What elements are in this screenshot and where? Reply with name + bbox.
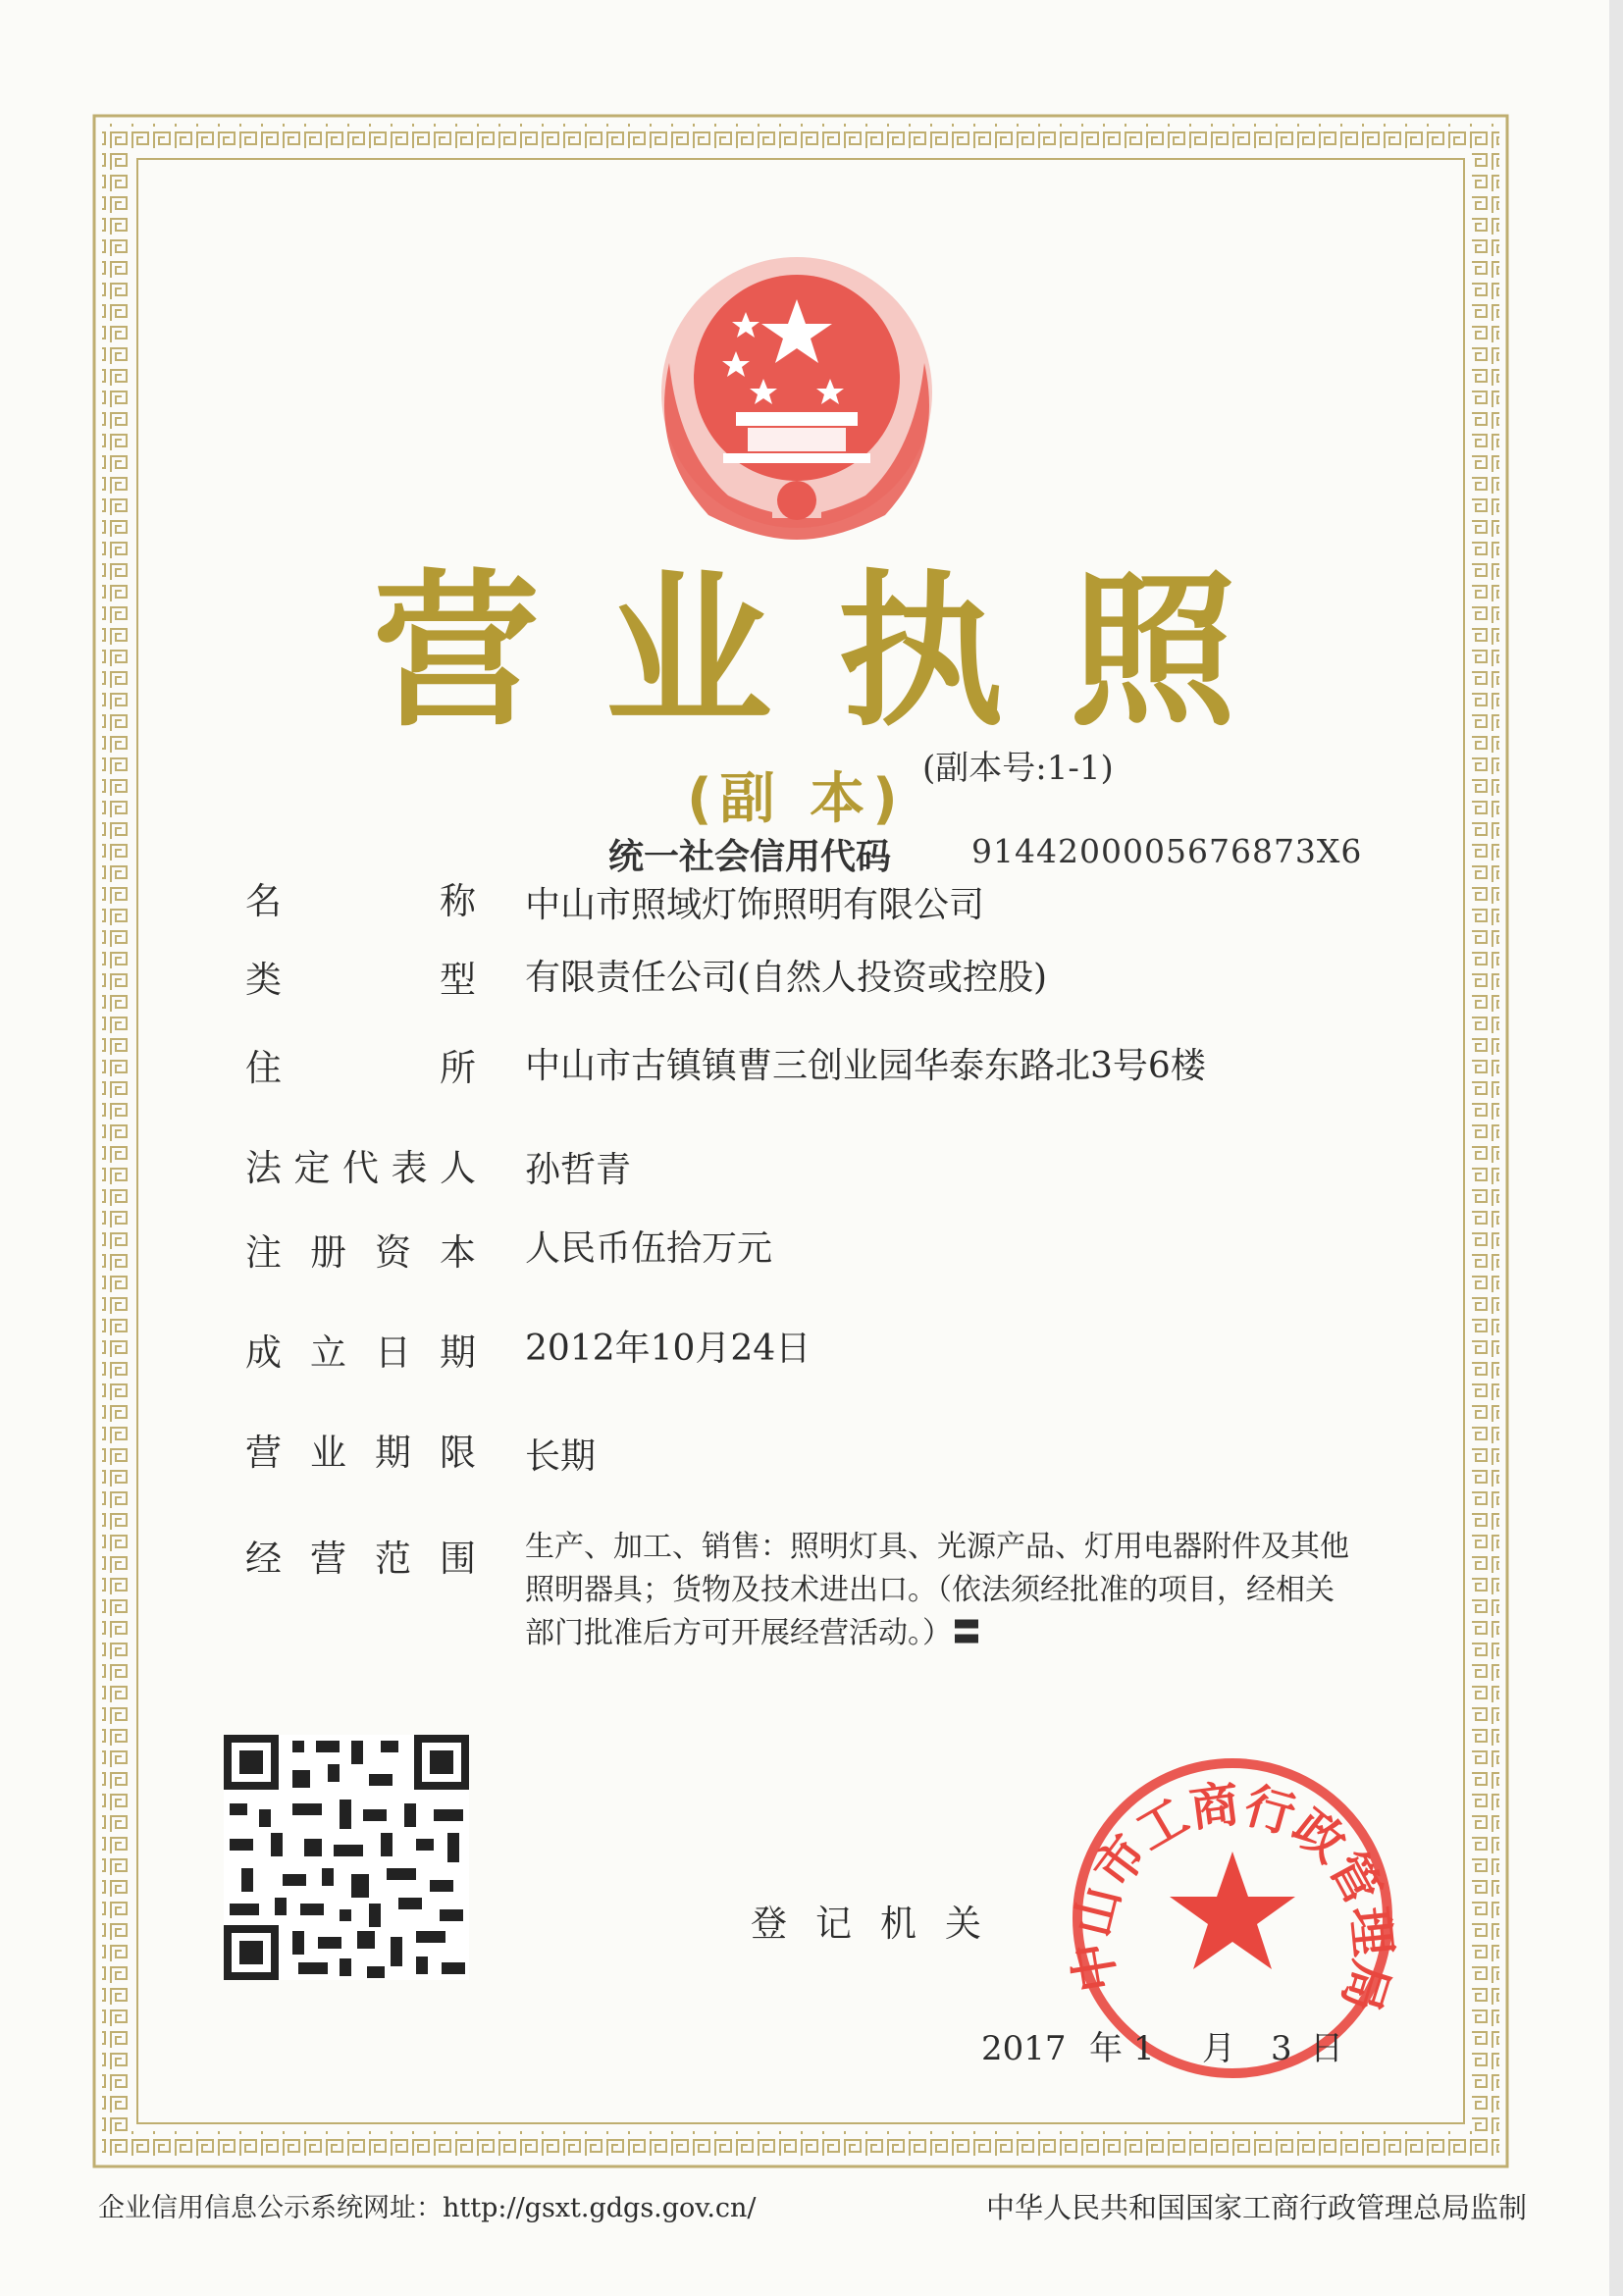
field-label-legal-rep [245,1138,476,1191]
date-day: 3 [1271,2029,1292,2068]
label-char: 代 [342,1147,379,1189]
title-char: 照 [1069,555,1236,750]
copy-number: (副本号:1-1) [922,749,1114,788]
registration-date [981,2021,1343,2069]
label-char: 注 [245,1231,282,1274]
label-char: 名 [245,880,282,922]
field-label-founded [245,1323,476,1376]
field-label-term [245,1423,476,1476]
national-emblem-icon [661,257,932,540]
label-char: 定 [293,1147,331,1189]
date-month-char: 月 [1202,2029,1235,2068]
label-char: 资 [375,1231,411,1274]
footer-website: 企业信用信息公示系统网址：http://gsxt.gdgs.gov.cn/ [98,2193,757,2223]
field-label-address [245,1038,476,1091]
label-char: 关 [945,1903,981,1945]
registration-authority-label [751,1894,981,1947]
label-char: 限 [440,1432,476,1474]
label-char: 称 [440,880,476,922]
label-char: 人 [440,1147,476,1189]
qr-code-icon [224,1735,469,1980]
scope-line: 照明器具；货物及技术进出口。（依法须经批准的项目，经相关 [525,1573,1335,1607]
label-char: 期 [440,1331,476,1374]
label-char: 营 [245,1432,282,1474]
label-char: 立 [310,1331,346,1374]
label-char: 本 [440,1231,476,1274]
copy-subtitle: (副 本) [687,767,906,831]
scope-line: 生产、加工、销售：照明灯具、光源产品、灯用电器附件及其他 [525,1530,1349,1564]
field-value-term: 长期 [525,1436,597,1477]
label-char: 范 [375,1538,411,1580]
field-value-scope [525,1526,1447,1655]
label-char: 业 [310,1432,346,1474]
field-value-legal-rep: 孙哲青 [525,1150,632,1190]
field-label-capital [245,1223,476,1276]
title-char: 营 [373,555,541,750]
scope-line: 部门批准后方可开展经营活动。）〓 [525,1616,981,1650]
svg-text:中山市工商行政管理局: 中山市工商行政管理局 [1063,1775,1402,2019]
field-label-scope [245,1529,476,1582]
label-char: 围 [440,1538,476,1580]
field-label-name [245,871,476,924]
label-char: 类 [245,959,282,1001]
label-char: 所 [440,1047,476,1089]
credit-code-label: 统一社会信用代码 [608,837,892,877]
label-char: 成 [245,1331,282,1374]
label-char: 登 [751,1903,787,1945]
date-month: 1 [1133,2029,1155,2068]
label-char: 法 [245,1147,282,1189]
label-char: 日 [375,1331,411,1374]
footer-supervisor: 中华人民共和国国家工商行政管理总局监制 [986,2191,1528,2224]
label-char: 记 [815,1903,852,1945]
field-label-type [245,950,476,1003]
field-value-type: 有限责任公司(自然人投资或控股) [525,958,1048,998]
date-year-char: 年 [1089,2029,1123,2068]
label-char: 经 [245,1538,282,1580]
field-value-name: 中山市照域灯饰照明有限公司 [525,885,985,925]
label-char: 期 [375,1432,411,1474]
title-char: 执 [837,555,1005,750]
field-value-address: 中山市古镇镇曹三创业园华泰东路北3号6楼 [525,1046,1206,1086]
label-char: 册 [310,1231,346,1274]
date-year: 2017 [981,2029,1067,2068]
title-char: 业 [604,555,772,750]
label-char: 营 [310,1538,346,1580]
certificate-title [373,554,1236,751]
field-value-founded: 2012年10月24日 [525,1329,812,1369]
date-day-char: 日 [1310,2029,1343,2068]
field-value-capital: 人民币伍拾万元 [525,1228,773,1269]
label-char: 表 [391,1147,428,1189]
label-char: 住 [245,1047,282,1089]
label-char: 型 [440,959,476,1001]
label-char: 机 [880,1903,916,1945]
credit-code-value: 9144200005676873X6 [971,832,1363,870]
